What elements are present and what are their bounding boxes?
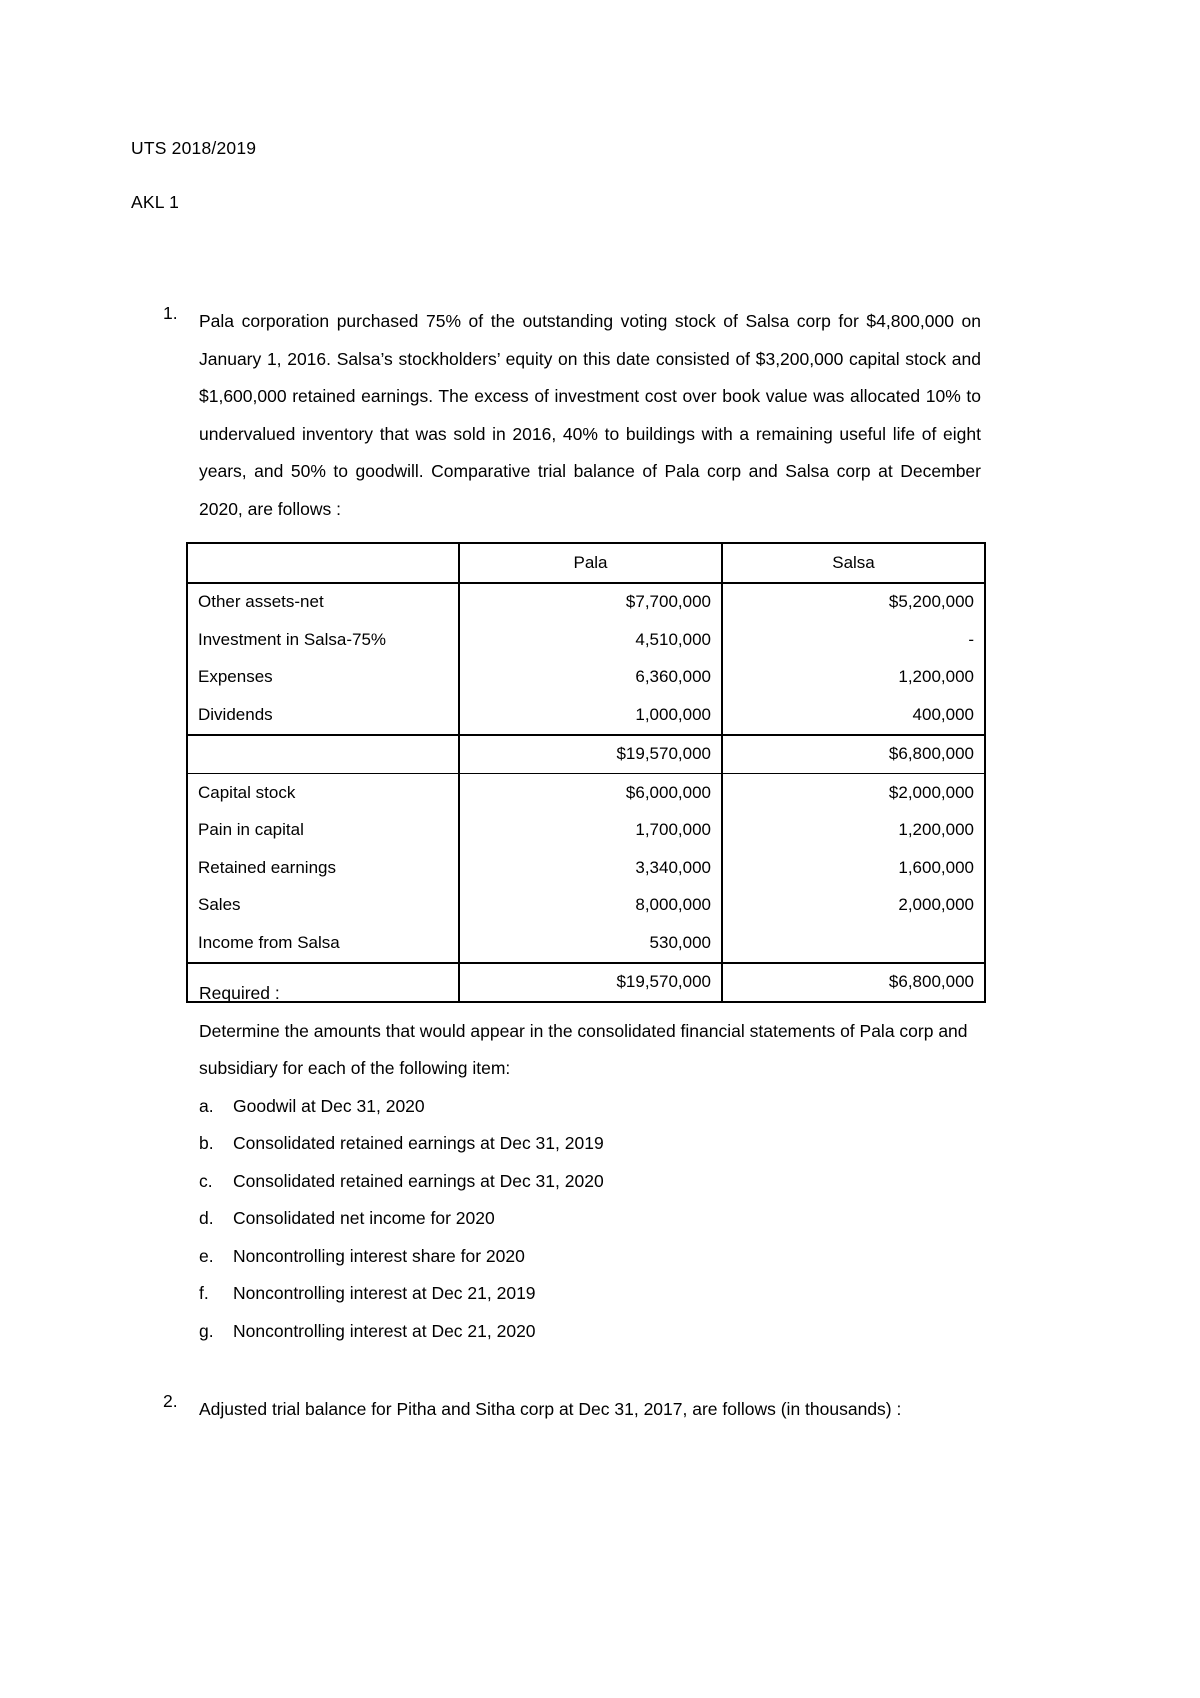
row-value-salsa: -: [722, 621, 985, 659]
list-item-marker: g.: [199, 1320, 214, 1341]
list-item-marker: d.: [199, 1208, 214, 1228]
table-row: [187, 696, 985, 735]
total-value-pala: $19,570,000: [459, 963, 722, 1003]
row-value-salsa: 400,000: [722, 696, 985, 735]
table-row: [187, 812, 985, 850]
row-value-salsa: 1,200,000: [722, 812, 985, 850]
question-2-body: [199, 1391, 981, 1429]
exam-title: UTS 2018/2019: [131, 138, 257, 158]
question-1-paragraph: Pala corporation purchased 75% of the outstanding voting stock of Salsa corp for $4,800,000 on January 1, 2016. Salsa’s stockholders’ equity on this date consisted of $3,200,000 capital stock and $1,600,000 retained earnings. The excess of investment cost over book value was allocated 10% to undervalued inventory that was sold in 2016, 40% to buildings with a remaining useful life of eight years, and 50% to goodwill. Comparative trial balance of Pala corp and Salsa corp at December 2020, are follows :: [199, 311, 981, 519]
list-item: [199, 1163, 984, 1201]
row-value-pala: $6,000,000: [459, 774, 722, 812]
row-label: Investment in Salsa-75%: [198, 629, 387, 649]
list-item-text: Noncontrolling interest at Dec 21, 2019: [233, 1283, 536, 1303]
total-value-salsa: $6,800,000: [722, 963, 985, 1003]
column-header-blank: [187, 543, 459, 583]
row-label: Sales: [198, 895, 241, 915]
row-label: Capital stock: [198, 782, 296, 802]
list-item-text: Consolidated retained earnings at Dec 31, 2020: [233, 1170, 604, 1191]
row-label: Retained earnings: [198, 857, 336, 877]
row-label: Expenses: [198, 667, 273, 687]
list-item-marker: b.: [199, 1133, 214, 1153]
row-value-salsa: $2,000,000: [722, 774, 985, 812]
question-1-number: 1.: [163, 303, 178, 323]
row-label: Dividends: [198, 704, 273, 724]
row-value-salsa: 1,600,000: [722, 849, 985, 887]
row-value-pala: $7,700,000: [459, 583, 722, 622]
list-item-marker: a.: [199, 1095, 214, 1116]
list-item-marker: c.: [199, 1170, 213, 1191]
question-2-paragraph: Adjusted trial balance for Pitha and Sitha corp at Dec 31, 2017, are follows (in thousands) :: [199, 1399, 902, 1419]
row-value-pala: 530,000: [459, 924, 722, 963]
list-item: [199, 1238, 984, 1276]
required-instruction: Determine the amounts that would appear in the consolidated financial statements of Pala corp and subsidiary for each of the following item:: [199, 1020, 968, 1078]
required-heading: Required :: [199, 983, 280, 1003]
column-header-salsa: Salsa: [722, 543, 985, 583]
row-value-salsa: 1,200,000: [722, 659, 985, 697]
list-item: [199, 1275, 984, 1313]
list-item: [199, 1125, 984, 1163]
list-item: [199, 1200, 984, 1238]
column-header-pala: Pala: [459, 543, 722, 583]
row-value-salsa: $5,200,000: [722, 583, 985, 622]
table-row: [187, 924, 985, 963]
row-label: Income from Salsa: [198, 932, 340, 952]
list-item-text: Goodwil at Dec 31, 2020: [233, 1095, 425, 1116]
list-item-text: Consolidated net income for 2020: [233, 1208, 495, 1228]
list-item-marker: f.: [199, 1283, 209, 1303]
subtotal-value-pala: $19,570,000: [459, 735, 722, 774]
course-code: AKL 1: [131, 192, 180, 212]
table-row: [187, 583, 985, 622]
trial-balance-table: [186, 542, 986, 1003]
question-1: [163, 303, 981, 528]
list-item-text: Noncontrolling interest at Dec 21, 2020: [233, 1320, 536, 1341]
subtotal-label: [187, 735, 459, 774]
table-row: [187, 887, 985, 925]
table-header-row: [187, 543, 985, 583]
trial-balance-table-wrapper: [186, 542, 984, 1003]
row-value-pala: 3,340,000: [459, 849, 722, 887]
table-subtotal-row: [187, 735, 985, 774]
table-row: [187, 621, 985, 659]
list-item: [199, 1088, 984, 1126]
row-value-salsa: 2,000,000: [722, 887, 985, 925]
table-row: [187, 774, 985, 812]
required-section: [199, 975, 984, 1350]
question-2-number: 2.: [163, 1391, 178, 1411]
list-item-text: Noncontrolling interest share for 2020: [233, 1245, 525, 1266]
question-2: [163, 1391, 981, 1429]
question-1-body: [199, 303, 981, 528]
list-item-text: Consolidated retained earnings at Dec 31, 2019: [233, 1133, 604, 1153]
row-value-pala: 6,360,000: [459, 659, 722, 697]
required-item-list: [199, 1088, 984, 1351]
row-value-pala: 1,000,000: [459, 696, 722, 735]
list-item: [199, 1313, 984, 1351]
table-row: [187, 849, 985, 887]
row-value-pala: 4,510,000: [459, 621, 722, 659]
table-row: [187, 659, 985, 697]
row-label: Other assets-net: [198, 592, 324, 612]
row-label: Pain in capital: [198, 820, 304, 840]
row-value-salsa: [722, 924, 985, 963]
row-value-pala: 8,000,000: [459, 887, 722, 925]
row-value-pala: 1,700,000: [459, 812, 722, 850]
list-item-marker: e.: [199, 1245, 214, 1266]
subtotal-value-salsa: $6,800,000: [722, 735, 985, 774]
